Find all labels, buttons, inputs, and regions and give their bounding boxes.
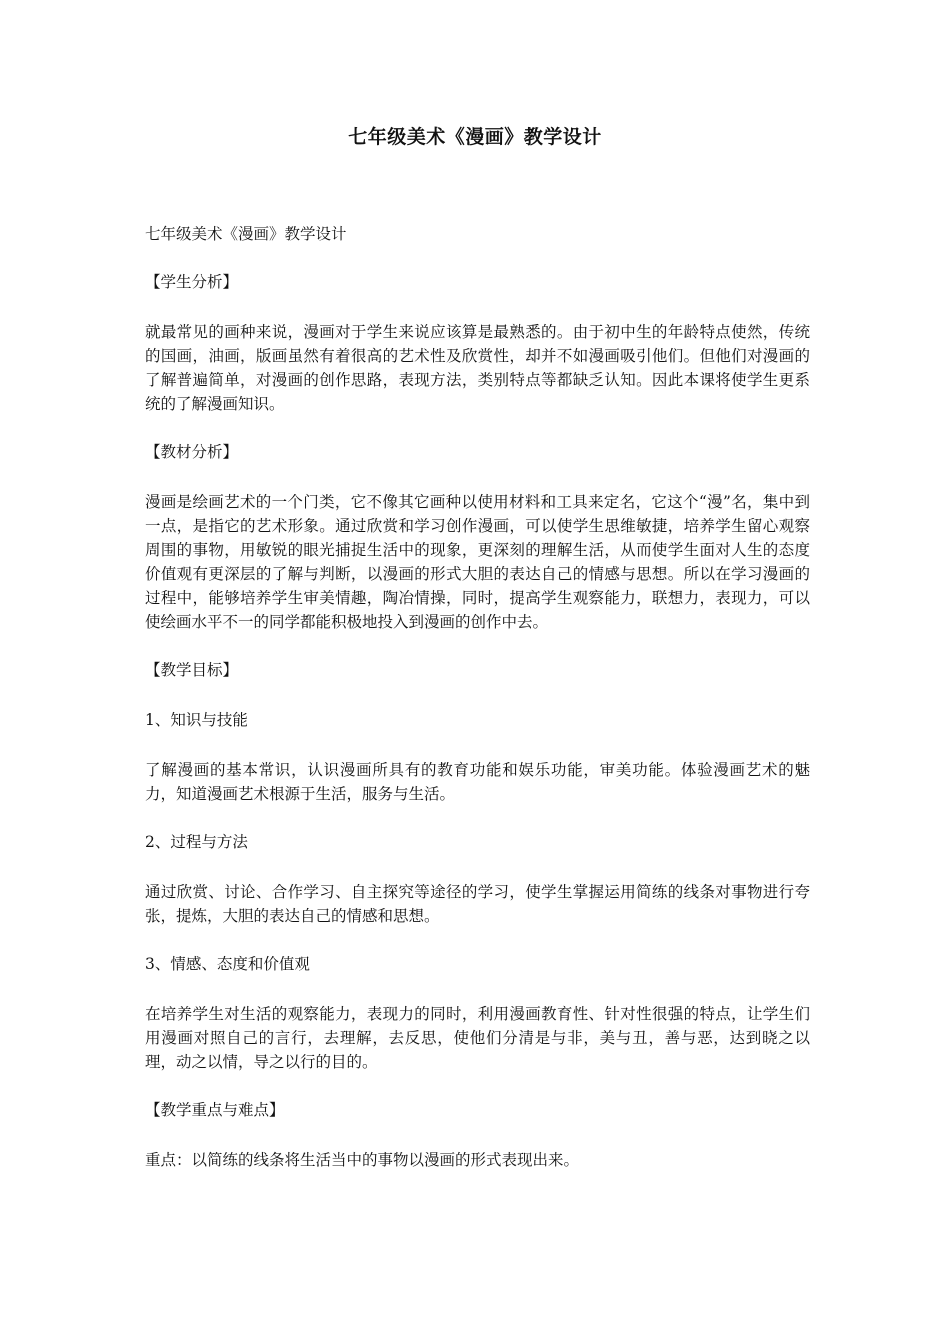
objectives-heading: 【教学目标】: [145, 661, 239, 679]
student-analysis-heading: 【学生分析】: [145, 273, 239, 291]
material-analysis-paragraph: 漫画是绘画艺术的一个门类，它不像其它画种以使用材料和工具来定名，它这个“漫”名，集中到一点，是指它的艺术形象。通过欣赏和学习创作漫画，可以使学生思维敏捷，培养学生留心观察周围的事物，用敏锐的眼光捕捉生活中的现象，更深刻的理解生活，从而使学生面对人生的态度价值观有更深层的了解与判断，以漫画的形式大胆的表达自己的情感与思想。所以在学习漫画的过程中，能够培养学生审美情趣，陶冶情操，同时，提高学生观察能力，联想力，表现力，可以使绘画水平不一的同学都能积极地投入到漫画的创作中去。: [145, 493, 810, 631]
objective-2-paragraph: 通过欣赏、讨论、合作学习、自主探究等途径的学习，使学生掌握运用简练的线条对事物进行夸张，提炼，大胆的表达自己的情感和思想。: [145, 883, 810, 925]
material-analysis-heading: 【教材分析】: [145, 443, 239, 461]
student-analysis-paragraph: 就最常见的画种来说，漫画对于学生来说应该算是最熟悉的。由于初中生的年龄特点使然，传统的国画，油画，版画虽然有着很高的艺术性及欣赏性，却并不如漫画吸引他们。但他们对漫画的了解普遍简单，对漫画的创作思路，表现方法，类别特点等都缺乏认知。因此本课将使学生更系统的了解漫画知识。: [145, 323, 810, 413]
objective-3-paragraph: 在培养学生对生活的观察能力，表现力的同时，利用漫画教育性、针对性很强的特点，让学生们用漫画对照自己的言行，去理解，去反思，使他们分清是与非，美与丑，善与恶，达到晓之以理，动之以情，导之以行的目的。: [145, 1005, 810, 1071]
objective-2-label: 2、过程与方法: [145, 833, 248, 851]
objective-3-label: 3、情感、态度和价值观: [145, 955, 310, 973]
document-subtitle: 七年级美术《漫画》教学设计: [145, 225, 347, 243]
objective-1-label: 1、知识与技能: [145, 711, 248, 729]
objective-1-paragraph: 了解漫画的基本常识，认识漫画所具有的教育功能和娱乐功能，审美功能。体验漫画艺术的魅力，知道漫画艺术根源于生活，服务与生活。: [145, 761, 810, 803]
key-points-paragraph: 重点：以简练的线条将生活当中的事物以漫画的形式表现出来。: [145, 1151, 580, 1169]
document-body: [145, 222, 810, 1196]
document-title: 七年级美术《漫画》教学设计: [348, 126, 602, 148]
key-points-heading: 【教学重点与难点】: [145, 1101, 285, 1119]
